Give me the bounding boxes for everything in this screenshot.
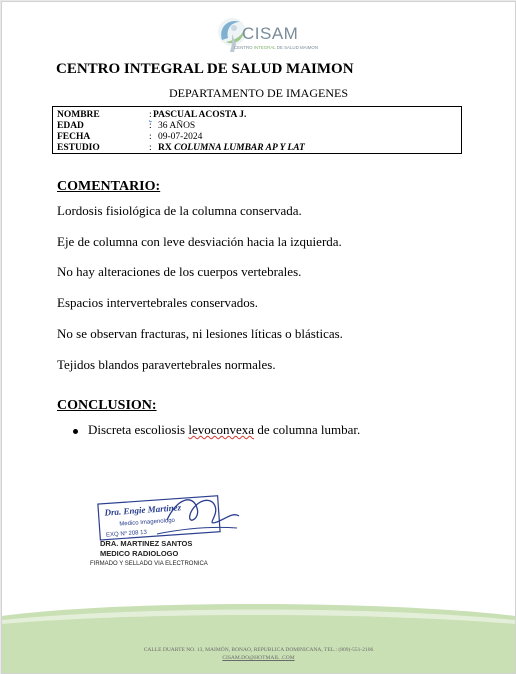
conclusion-item: Discreta escoliosis levoconvexa de columna lumbar. [88, 422, 361, 437]
bullet-icon [73, 429, 78, 434]
age-colon: : [149, 121, 152, 131]
stamp-exq: EXQ Nº 208 13 [105, 529, 148, 539]
comment-line: No se observan fracturas, ni lesiones líticas o blásticas. [57, 326, 343, 341]
doctor-title: MEDICO RADIOLOGO [100, 549, 179, 558]
footer-address: CALLE DUARTE NO. 13, MAIMÓN, BONAO, REPUBLICA DOMINICANA, TEL.: (809)-551-2106 [143, 647, 374, 653]
comment-line: Tejidos blandos paravertebrales normales. [57, 357, 276, 372]
logo-subtitle: CENTRO INTEGRAL DE SALUD MAIMON [234, 45, 319, 50]
report-page [1, 1, 516, 674]
name-colon: : [149, 110, 152, 120]
signature-stamp [97, 490, 247, 545]
stamp-title: Medico Imagenologo [119, 517, 176, 528]
comment-line: Eje de columna con leve desviación hacia la izquierda. [57, 234, 342, 249]
comment-line: Lordosis fisiológica de la columna conservada. [57, 203, 302, 218]
date-value: 09-07-2024 [158, 132, 203, 142]
department-heading: DEPARTAMENTO DE IMAGENES [169, 86, 348, 100]
date-label: FECHA [57, 132, 91, 142]
study-value: RX COLUMNA LUMBAR AP Y LAT [158, 143, 305, 153]
footer-wave [2, 602, 515, 673]
conclusion-title: CONCLUSION: [57, 398, 157, 413]
cisam-logo [210, 12, 320, 58]
age-value: 36 AÑOS [158, 121, 196, 131]
comment-line: No hay alteraciones de los cuerpos vertebrales. [57, 264, 302, 279]
comment-line: Espacios intervertebrales conservados. [57, 295, 259, 310]
name-label: NOMBRE [57, 110, 100, 120]
name-value: PASCUAL ACOSTA J. [153, 110, 247, 120]
stamp-name: Dra. Engie Martinez [104, 502, 182, 518]
footer-email-link[interactable]: CISAM.DO@HOTMAIL .COM [222, 655, 295, 661]
patient-info-box [52, 106, 462, 154]
date-colon: : [149, 132, 152, 142]
age-label: EDAD [57, 121, 84, 131]
center-name-heading: CENTRO INTEGRAL DE SALUD MAIMON [56, 61, 354, 77]
comment-title: COMENTARIO: [57, 179, 161, 194]
study-colon: : [149, 143, 152, 153]
signature-stamp-image [97, 490, 247, 545]
doctor-name: DRA. MARTINEZ SANTOS [100, 539, 193, 548]
signature-note: FIRMADO Y SELLADO VIA ELECTRONICA [90, 561, 208, 567]
study-label: ESTUDIO [57, 143, 100, 153]
logo-text: CISAM [242, 24, 299, 43]
